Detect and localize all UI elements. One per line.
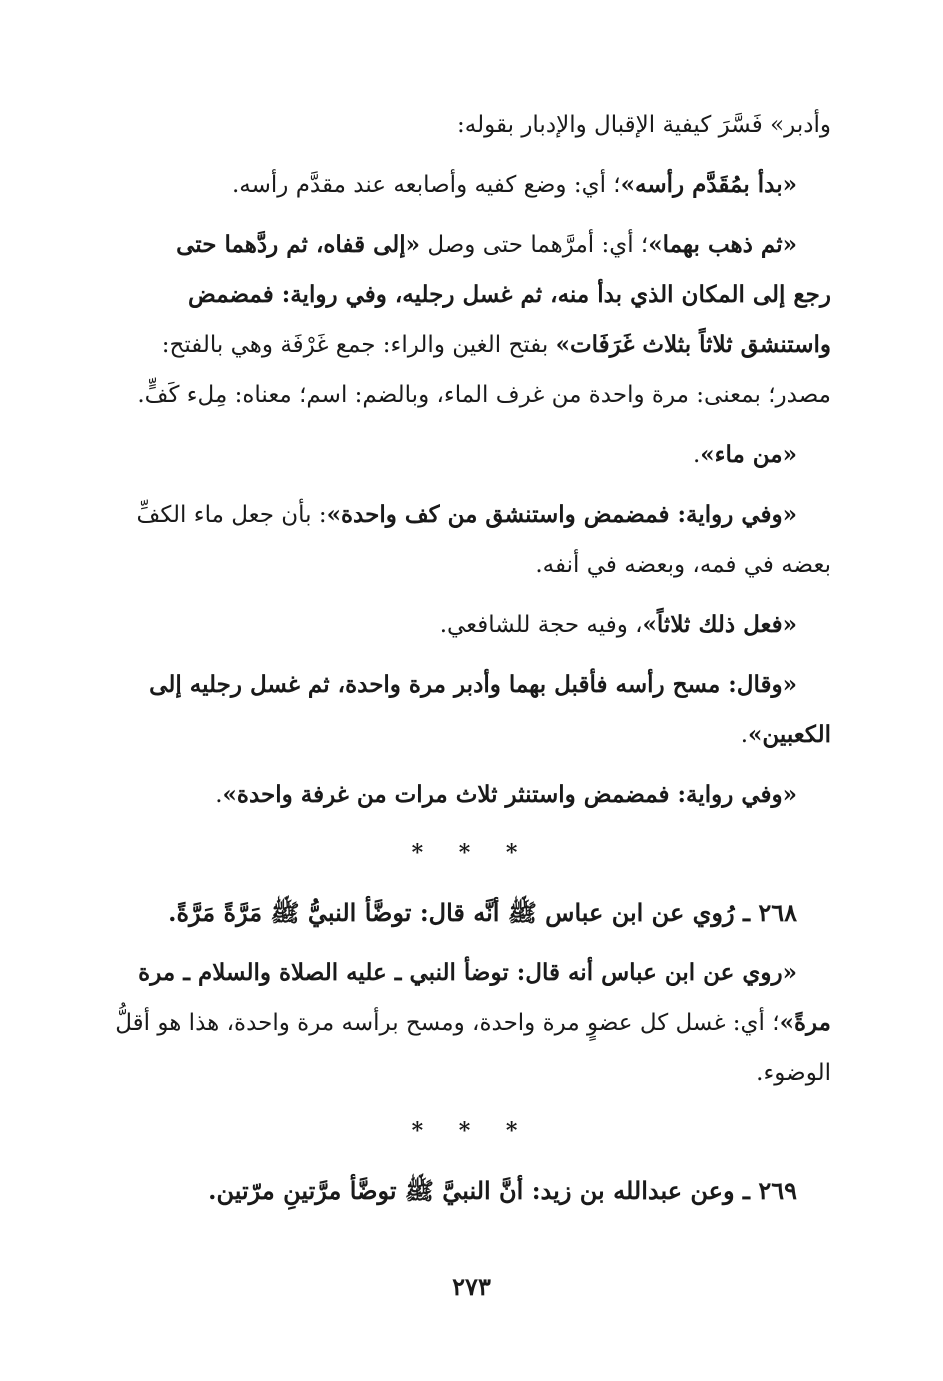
paragraph-2 (112, 160, 831, 210)
hadith-text: ـ رُوي عن ابن عباس ﷺ أنَّه قال: توضَّأ النبيُّ ﷺ مَرَّةً مَرَّةً. (168, 898, 759, 927)
text-line (112, 160, 831, 210)
text-line (112, 600, 831, 650)
explanation-text: بفتح الغين والراء: جمع غَرْفَة وهي بالفتح: (161, 332, 556, 358)
page-number: ٢٧٣ (452, 1272, 491, 1301)
quoted-text: واستنشق ثلاثاً بثلاث غَرَفَات» (555, 331, 831, 358)
text-line: بعضه في فمه، وبعضه في أنفه. (535, 552, 831, 578)
quoted-text: «بدأ بمُقَدَّم رأسه» (620, 171, 797, 198)
explanation-text: ، وفيه حجة للشافعي. (439, 612, 643, 638)
explanation-text: . (692, 442, 701, 468)
quoted-text: «فعل ذلك ثلاثاً» (642, 611, 797, 638)
paragraph-7 (112, 660, 831, 760)
hadith-268 (112, 888, 831, 938)
explanation-text: . (740, 722, 749, 748)
hadith-269 (112, 1166, 831, 1216)
paragraph-8 (112, 770, 831, 820)
explanation-text: ؛ أي: غسل كل عضوٍ مرة واحدة، ومسح برأسه مرة واحدة، هذا هو أقلُّ (115, 1010, 780, 1036)
text-line: رجع إلى المكان الذي بدأ منه، ثم غسل رجليه، وفي رواية: فمضمض (188, 281, 831, 308)
hadith-text: ـ وعن عبدالله بن زيد: أنَّ النبيَّ ﷺ توضَّأ مرَّتينِ مرّتين. (208, 1176, 759, 1205)
text-line: «وقال: مسح رأسه فأقبل بهما وأدبر مرة واحدة، ثم غسل رجليه إلى (149, 671, 797, 698)
explanation-text: ؛ أي: وضع كفيه وأصابعه عند مقدَّم رأسه. (231, 172, 621, 198)
text-line: الوضوء. (756, 1060, 831, 1086)
text-line (112, 770, 831, 820)
section-separator: * * * (411, 840, 532, 866)
paragraph-5 (112, 490, 831, 590)
paragraph-3 (112, 220, 831, 420)
text-line: وأدبر» فَسَّرَ كيفية الإقبال والإدبار بقوله: (457, 112, 831, 138)
quoted-text: «وفي رواية: فمضمض واستنشق من كف واحدة» (326, 501, 797, 528)
hadith-number: ٢٦٩ (758, 1176, 797, 1205)
text-line (112, 220, 831, 270)
text-line (112, 710, 831, 760)
text-line (112, 430, 831, 480)
text-line (112, 888, 831, 938)
quoted-text: «ثم ذهب بهما» (648, 231, 797, 258)
text-line (112, 998, 831, 1048)
paragraph-1 (112, 100, 831, 150)
text-line (112, 490, 831, 540)
quoted-text: الكعبين» (748, 721, 831, 748)
section-separator: * * * (411, 1118, 532, 1144)
quoted-text: «إلى قفاه، ثم ردَّهما حتى (176, 231, 421, 258)
quoted-text: «من ماء» (700, 441, 797, 468)
explanation-text: ؛ أي: أمرَّهما حتى وصل (420, 232, 649, 258)
paragraph-4 (112, 430, 831, 480)
quoted-text: مرةً» (779, 1009, 831, 1036)
explanation-text: : بأن جعل ماء الكفِّ (136, 502, 327, 528)
paragraph-6 (112, 600, 831, 650)
text-line (112, 320, 831, 370)
text-line: مصدر؛ بمعنى: مرة واحدة من غرف الماء، وبالضم: اسم؛ معناه: مِلء كَفٍّ. (137, 382, 831, 408)
hadith-number: ٢٦٨ (758, 898, 797, 927)
text-line (112, 1166, 831, 1216)
quoted-text: «وفي رواية: فمضمض واستنثر ثلاث مرات من غرفة واحدة» (222, 781, 797, 808)
commentary-268 (112, 948, 831, 1098)
text-line: «روي عن ابن عباس أنه قال: توضأ النبي ـ عليه الصلاة والسلام ـ مرة (138, 959, 797, 986)
explanation-text: . (215, 782, 223, 808)
